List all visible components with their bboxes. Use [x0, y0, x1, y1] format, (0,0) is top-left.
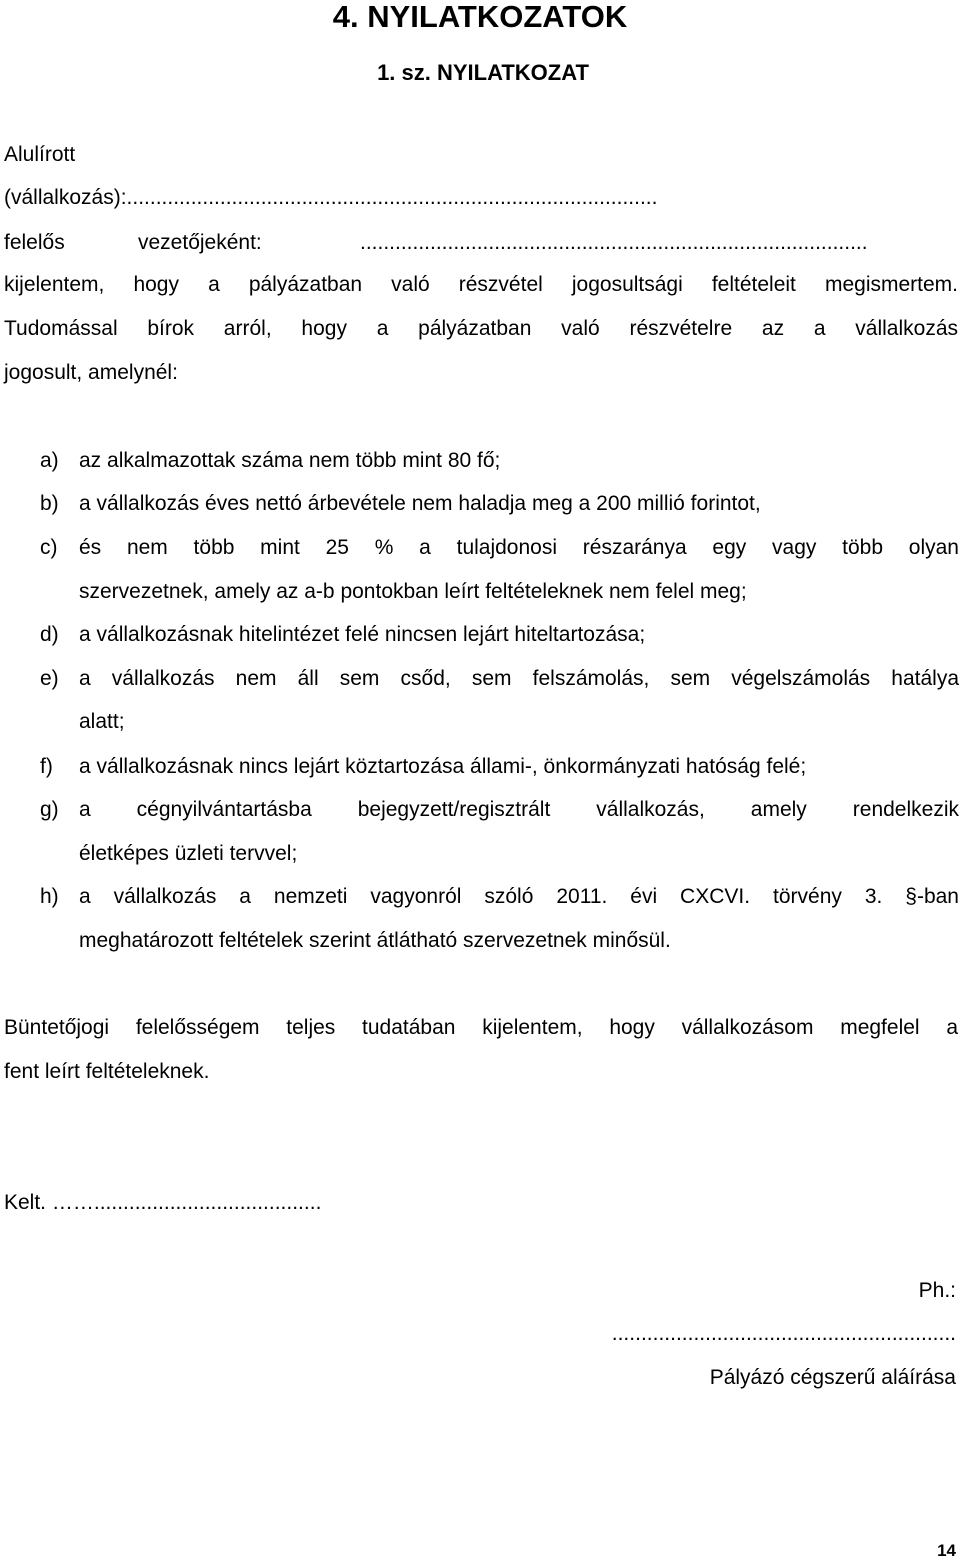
list-item-label: c): [40, 536, 58, 559]
intro-line-undersigned: Alulírott: [4, 143, 76, 166]
declaration-subtitle: 1. sz. NYILATKOZAT: [377, 60, 589, 85]
intro-line-eligible: jogosult, amelynél:: [4, 361, 178, 384]
closing-line-conditions: fent leírt feltételeknek.: [4, 1060, 210, 1083]
signature-line: ...........................................................: [611, 1322, 956, 1345]
signature-caption: Pályázó cégszerű aláírása: [709, 1366, 956, 1389]
list-item-text: szervezetnek, amely az a-b pontokban leírt feltételeknek nem felel meg;: [79, 580, 747, 603]
list-item-text: és nem több mint 25 % a tulajdonosi részaránya egy vagy több olyan: [79, 536, 959, 559]
list-item-text: a vállalkozás a nemzeti vagyonról szóló 2011. évi CXCVI. törvény 3. §-ban: [79, 885, 959, 908]
list-item-text: életképes üzleti tervvel;: [79, 842, 298, 865]
list-item-text: a vállalkozásnak hitelintézet felé nincsen lejárt hiteltartozása;: [79, 623, 646, 646]
closing-line-liability: Büntetőjogi felelősségem teljes tudatában kijelentem, hogy vállalkozásom megfelel a: [4, 1016, 958, 1039]
list-item-label: f): [40, 755, 53, 778]
date-field: Kelt. …….......................................: [4, 1191, 322, 1214]
intro-line-manager-dots: .......................................................................................: [360, 231, 868, 254]
list-item-label: g): [40, 798, 59, 821]
intro-line-manager-label: vezetőjeként:: [138, 231, 262, 254]
list-item-text: a vállalkozás éves nettó árbevétele nem haladja meg a 200 millió forintot,: [79, 492, 761, 515]
intro-line-company: (vállalkozás):...........................................................................................: [4, 186, 658, 209]
page-title: 4. NYILATKOZATOK: [332, 0, 628, 34]
list-item-text: alatt;: [79, 710, 125, 733]
list-item-text: a vállalkozásnak nincs lejárt köztartozása állami-, önkormányzati hatóság felé;: [79, 755, 807, 778]
list-item-label: e): [40, 667, 59, 690]
list-item-label: h): [40, 885, 59, 908]
stamp-label: Ph.:: [918, 1279, 956, 1302]
list-item-text: a vállalkozás nem áll sem csőd, sem felszámolás, sem végelszámolás hatálya: [79, 667, 959, 690]
page-number: 14: [937, 1541, 956, 1560]
intro-line-responsible-label: felelős: [4, 231, 65, 254]
list-item-text: a cégnyilvántartásba bejegyzett/regisztrált vállalkozás, amely rendelkezik: [79, 798, 959, 821]
intro-line-declare: kijelentem, hogy a pályázatban való részvétel jogosultsági feltételeit megismertem.: [4, 273, 958, 296]
list-item-text: az alkalmazottak száma nem több mint 80 fő;: [79, 449, 501, 472]
list-item-label: b): [40, 492, 59, 515]
intro-line-acknowledge: Tudomással bírok arról, hogy a pályázatban való részvételre az a vállalkozás: [4, 317, 958, 340]
list-item-label: d): [40, 623, 59, 646]
list-item-label: a): [40, 449, 59, 472]
list-item-text: meghatározott feltételek szerint átlátható szervezetnek minősül.: [79, 929, 671, 952]
